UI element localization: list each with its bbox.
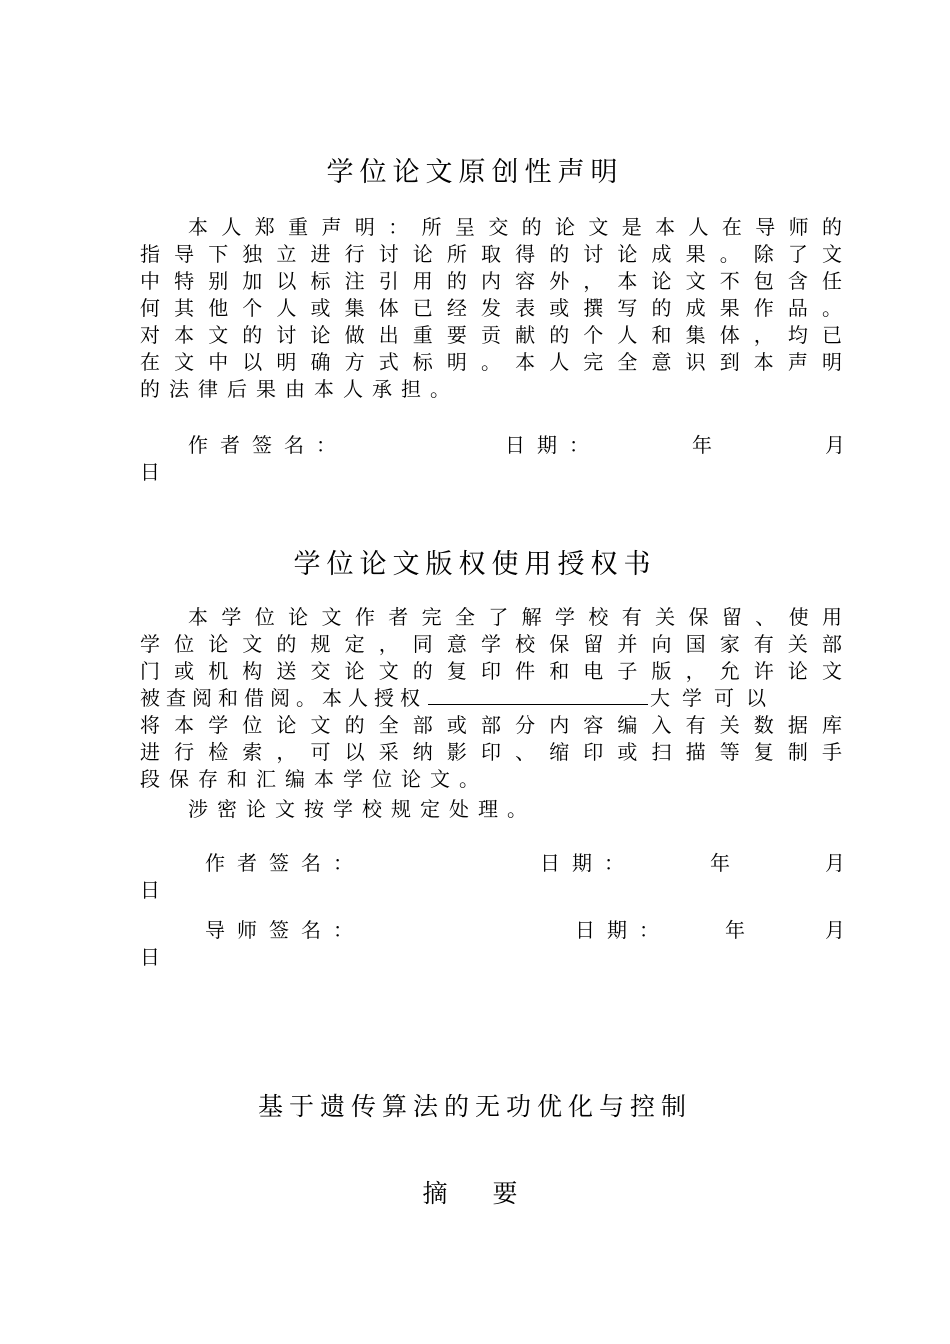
- authorization-line-5: 将本学位论文的全部或部分内容编入有关数据库: [140, 713, 845, 737]
- authorization-line-6: 进行检索，可以采纳影印、缩印或扫描等复制手: [140, 740, 845, 764]
- authorization-advisor-year-label: 年: [725, 918, 753, 942]
- authorization-secret-line: 涉密论文按学校规定处理。: [188, 797, 536, 821]
- authorization-line-4: [140, 685, 845, 712]
- authorization-author-sign-label: 作者签名：: [205, 851, 365, 875]
- authorization-line-4-before: 被查阅和借阅。本人授权: [140, 686, 426, 710]
- authorization-author-month-label: 月: [825, 851, 853, 875]
- abstract-heading: 摘 要: [422, 1179, 528, 1208]
- authorization-title: 学位论文版权使用授权书: [293, 549, 657, 580]
- declaration-year-label: 年: [692, 433, 720, 457]
- authorization-line-4-after: 大学可以: [650, 686, 778, 710]
- authorization-line-7: 段保存和汇编本学位论文。: [140, 767, 488, 791]
- university-name-blank: [428, 686, 648, 705]
- declaration-line-2: 指导下独立进行讨论所取得的讨论成果。除了文: [140, 242, 845, 266]
- authorization-author-year-label: 年: [710, 851, 738, 875]
- authorization-line-3: 门或机构送交论文的复印件和电子版，允许论文: [140, 659, 845, 683]
- declaration-line-1: 本人郑重声明：所呈交的论文是本人在导师的: [188, 215, 845, 239]
- authorization-author-date-label: 日期：: [540, 851, 636, 875]
- declaration-line-5: 对本文的讨论做出重要贡献的个人和集体，均已: [140, 323, 845, 347]
- authorization-advisor-date-label: 日期：: [575, 918, 671, 942]
- declaration-author-sign-label: 作者签名：: [188, 433, 348, 457]
- declaration-day-label: 日: [140, 460, 168, 484]
- declaration-title: 学位论文原创性声明: [326, 157, 624, 188]
- thesis-title: 基于遗传算法的无功优化与控制: [257, 1092, 692, 1121]
- declaration-month-label: 月: [825, 433, 853, 457]
- authorization-line-1: 本学位论文作者完全了解学校有关保留、使用: [188, 605, 845, 629]
- authorization-advisor-day-label: 日: [140, 945, 168, 969]
- authorization-author-day-label: 日: [140, 878, 168, 902]
- authorization-advisor-sign-label: 导师签名：: [205, 918, 365, 942]
- authorization-line-2: 学位论文的规定，同意学校保留并向国家有关部: [140, 632, 845, 656]
- declaration-line-7: 的法律后果由本人承担。: [140, 377, 459, 401]
- declaration-date-label: 日期：: [505, 433, 601, 457]
- authorization-advisor-month-label: 月: [825, 918, 853, 942]
- declaration-line-3: 中特别加以标注引用的内容外，本论文不包含任: [140, 269, 845, 293]
- declaration-line-4: 何其他个人或集体已经发表或撰写的成果作品。: [140, 296, 845, 320]
- declaration-line-6: 在文中以明确方式标明。本人完全意识到本声明: [140, 350, 845, 374]
